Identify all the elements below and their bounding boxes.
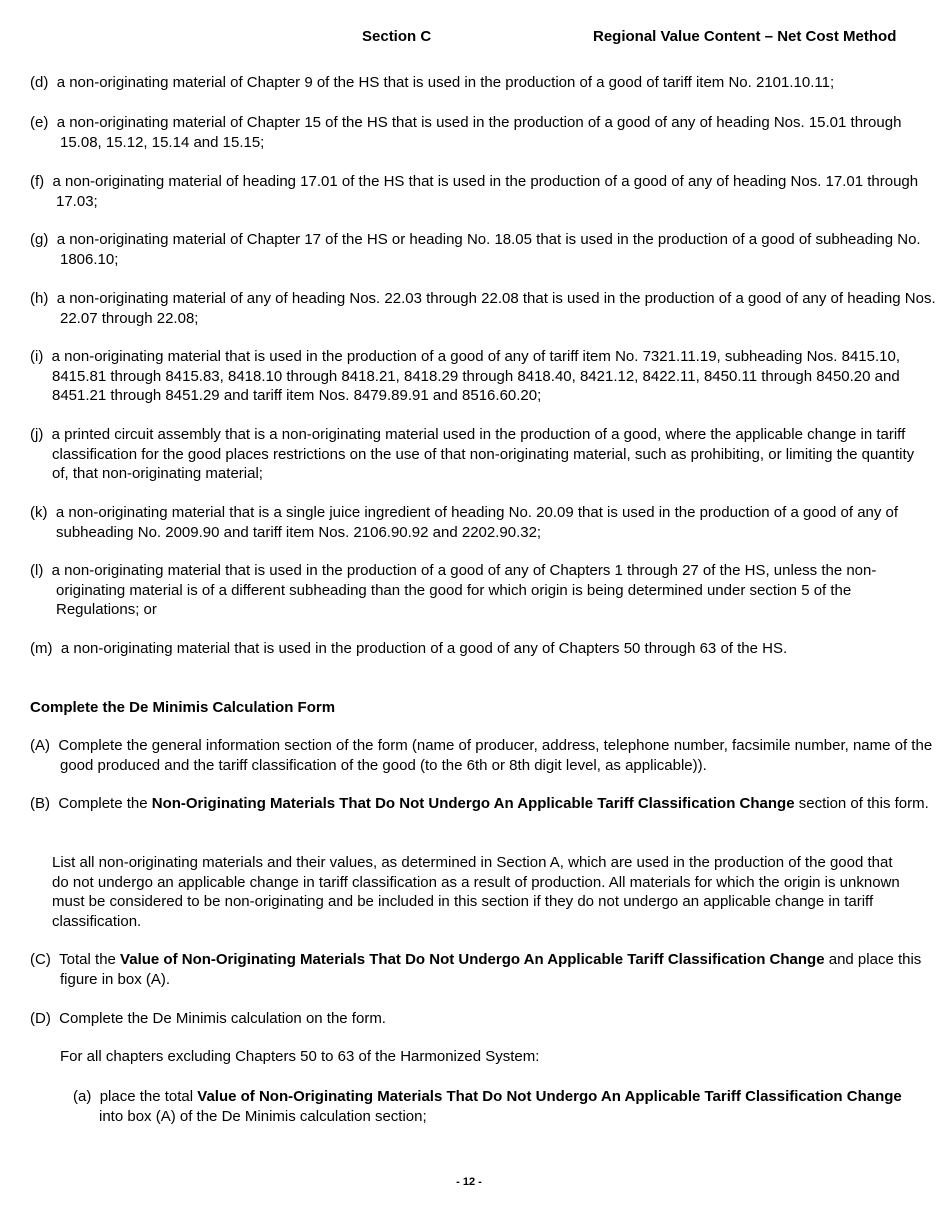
header-section-label: Section C [362, 28, 432, 45]
list-item-h [30, 289, 940, 328]
list-item-label: (e) [30, 114, 49, 131]
step-d [30, 1009, 940, 1029]
header-title: Regional Value Content – Net Cost Method [593, 28, 897, 45]
page-number: - 12 - [456, 1176, 482, 1188]
list-item-label: (l) [30, 562, 44, 579]
list-item-text: a non-originating material that is used in the production of a good of any of Chapters 50 through 63 of the HS. [60, 640, 788, 657]
list-item-l [30, 561, 936, 620]
step-text-pre: place the total [99, 1088, 198, 1105]
list-item-g [30, 230, 940, 269]
step-label: (A) [30, 737, 50, 754]
form-heading: Complete the De Minimis Calculation Form [30, 699, 336, 716]
list-item-text: a printed circuit assembly that is a non-originating material used in the production of a good, where the applicable change in tariff classification for the good places restrictions on the use of that non-originating material, such as prohibiting, or limiting the quantity of, that non-originating material; [51, 426, 915, 482]
step-text-pre: Complete the [58, 795, 152, 812]
step-label: (D) [30, 1010, 51, 1027]
step-b [30, 794, 940, 814]
step-text: Complete the De Minimis calculation on the form. [59, 1010, 386, 1027]
list-item-label: (g) [30, 231, 49, 248]
list-item-text: a non-originating material of Chapter 9 of the HS that is used in the production of a good of tariff item No. 2101.10.11; [56, 74, 835, 91]
step-text: Complete the general information section of the form (name of producer, address, telephone number, facsimile number, name of the good produced and the tariff classification of the good (to the 6th or 8th digit level, as applicable)). [58, 737, 933, 774]
list-item-e [30, 113, 940, 152]
list-item-label: (h) [30, 290, 49, 307]
step-text-bold: Non-Originating Materials That Do Not Undergo An Applicable Tariff Classification Change [151, 795, 795, 812]
step-b-paragraph: List all non-originating materials and their values, as determined in Section A, which are used in the production of the good that do not undergo an applicable change in tariff classification as a result of production. All materials for which the origin is unknown must be considered to be non-originating and be included in this section if they do not undergo an applicable change in tariff classification. [52, 854, 900, 930]
step-label: (B) [30, 795, 50, 812]
list-item-text: a non-originating material of Chapter 17 of the HS or heading No. 18.05 that is used in the production of a good of subheading No. 1806.10; [56, 231, 921, 268]
list-item-text: a non-originating material of heading 17.01 of the HS that is used in the production of a good of any of heading Nos. 17.01 through 17.03; [52, 173, 919, 210]
step-c [30, 950, 940, 989]
step-text-pre: Total the [59, 951, 121, 968]
step-text-bold: Value of Non-Originating Materials That Do Not Undergo An Applicable Tariff Classification Change [197, 1088, 902, 1105]
list-item-label: (d) [30, 74, 49, 91]
list-item-k [30, 503, 936, 542]
step-label: (a) [73, 1088, 92, 1105]
list-item-j [30, 425, 932, 484]
list-item-i [30, 347, 932, 406]
step-text-post: and place this figure in box (A). [60, 951, 922, 988]
list-item-text: a non-originating material that is used in the production of a good of any of Chapters 1 through 27 of the HS, unless the non-originating material is of a different subheading than the good for which origin is being determined under section 5 of the Regulations; or [51, 562, 877, 618]
list-item-d [30, 73, 936, 93]
step-label: (C) [30, 951, 51, 968]
step-d-subitem-a [73, 1087, 909, 1126]
list-item-f [30, 172, 936, 211]
list-item-label: (j) [30, 426, 44, 443]
step-text-bold: Value of Non-Originating Materials That Do Not Undergo An Applicable Tariff Classification Change [120, 951, 825, 968]
list-item-label: (k) [30, 504, 48, 521]
step-d-paragraph: For all chapters excluding Chapters 50 to 63 of the Harmonized System: [60, 1048, 540, 1065]
step-text-post: section of this form. [794, 795, 929, 812]
list-item-label: (f) [30, 173, 45, 190]
list-item-m [30, 639, 940, 659]
list-item-text: a non-originating material of Chapter 15 of the HS that is used in the production of a good of any of heading Nos. 15.01 through 15.08, 15.12, 15.14 and 15.15; [56, 114, 902, 151]
step-a [30, 736, 940, 775]
list-item-text: a non-originating material that is a single juice ingredient of heading No. 20.09 that is used in the production of a good of any of subheading No. 2009.90 and tariff item Nos. 2106.90.92 and 2202.90.32; [55, 504, 899, 541]
list-item-text: a non-originating material that is used in the production of a good of any of tariff item No. 7321.11.19, subheading Nos. 8415.10, 8415.81 through 8415.83, 8418.10 through 8418.21, 8418.29 through 8418.40, 8421.12, 8422.11, 8450.11 through 8450.20 and 8451.21 through 8451.29 and tariff item Nos. 8479.89.91 and 8516.60.20; [51, 348, 901, 404]
list-item-label: (m) [30, 640, 53, 657]
step-text-post: into box (A) of the De Minimis calculation section; [99, 1107, 427, 1125]
list-item-text: a non-originating material of any of heading Nos. 22.03 through 22.08 that is used in the production of a good of any of heading Nos. 22.07 through 22.08; [56, 290, 936, 327]
list-item-label: (i) [30, 348, 44, 365]
